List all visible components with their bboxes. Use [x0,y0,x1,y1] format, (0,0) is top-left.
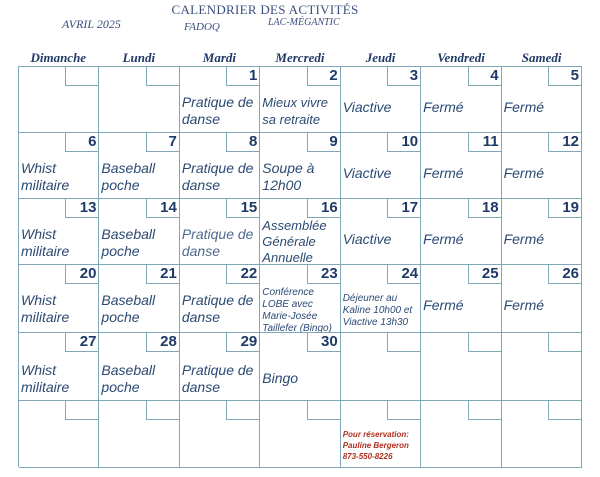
calendar-cell [421,67,501,133]
day-number: 20 [65,265,98,284]
reservation-note [343,429,409,462]
day-number: 11 [468,133,501,152]
calendar-cell [99,401,179,468]
calendar-cell [502,333,582,401]
day-number: 7 [146,133,179,152]
activity-text: Viactive [342,165,392,181]
calendar-cell [421,265,501,333]
day-number: 21 [146,265,179,284]
calendar-cell [19,133,99,199]
day-number: 28 [146,333,179,352]
weekday-monday: Lundi [122,50,156,65]
day-number: 18 [468,199,501,218]
weekday-saturday: Samedi [521,50,562,65]
calendar-cell [341,199,421,265]
day-number [387,333,420,352]
day-number: 4 [468,67,501,86]
day-number: 15 [226,199,259,218]
calendar-cell [341,333,421,401]
calendar-cell [502,401,582,468]
calendar-cell [99,133,179,199]
calendar-cell [19,333,99,401]
activity-text: Conférence LOBE avec Marie-Josée Taillefer (Bingo) [262,287,332,333]
day-number [307,401,340,420]
calendar-cell [180,401,260,468]
calendar-cell [260,401,340,468]
calendar-cell [421,401,501,468]
activity-text: Pratique de danse [181,226,254,259]
reservation-contact-name: Pauline Bergeron [342,441,409,450]
calendar-month: AVRIL 2025 [62,17,121,31]
day-number: 22 [226,265,259,284]
calendar-cell [180,333,260,401]
day-number [65,401,98,420]
day-number [468,401,501,420]
calendar-cell [502,67,582,133]
calendar-cell [260,133,340,199]
weekday-friday: Vendredi [437,50,485,65]
activity-text: Fermé [503,99,545,115]
day-number: 1 [226,67,259,86]
weekday-tuesday: Mardi [202,50,237,65]
calendar-cell [19,265,99,333]
day-number: 13 [65,199,98,218]
activity-text: Déjeuner au Kaline 10h00 et Viactive 13h30 [342,293,413,328]
calendar-cell [421,133,501,199]
day-number [548,333,581,352]
activity-text: Fermé [423,165,464,181]
day-number: 10 [387,133,420,152]
calendar-cell [260,67,340,133]
calendar-grid [18,66,582,467]
activity-text: Fermé [503,297,545,313]
reservation-phone: 873-550-8226 [342,452,393,461]
calendar-cell [99,265,179,333]
day-number: 14 [146,199,179,218]
activity-text: Pratique de danse [181,160,254,193]
calendar-cell [341,265,421,333]
calendar-cell [99,333,179,401]
calendar-cell [502,199,582,265]
day-number: 17 [387,199,420,218]
day-number: 26 [548,265,581,284]
calendar-cell [180,199,260,265]
reservation-label: Pour réservation: [342,430,409,439]
day-number: 23 [307,265,340,284]
day-number: 3 [387,67,420,86]
calendar-title: CALENDRIER DES ACTIVITÉS [171,2,359,17]
calendar-cell [421,199,501,265]
activity-text: Whist militaire [21,362,70,395]
weekday-header-row [18,50,582,66]
day-number: 2 [307,67,340,86]
activity-text: Viactive [342,99,392,115]
day-number: 8 [226,133,259,152]
day-number [468,333,501,352]
day-number: 12 [548,133,581,152]
activity-text: Baseball poche [101,160,156,193]
activity-text: Fermé [423,99,464,115]
activity-text: Fermé [423,231,464,247]
calendar-cell [341,133,421,199]
calendar-cell [180,133,260,199]
day-number: 30 [307,333,340,352]
calendar-cell [19,67,99,133]
calendar-cell [260,199,340,265]
weekday-wednesday: Mercredi [275,50,325,65]
day-number: 9 [307,133,340,152]
calendar-cell [260,265,340,333]
organization-name: FADOQ [184,21,220,33]
location-name: LAC-MÉGANTIC [268,17,340,28]
activity-text: Bingo [262,370,299,386]
day-number: 16 [307,199,340,218]
calendar-cell [260,333,340,401]
day-number [146,67,179,86]
activity-text: Whist militaire [21,160,70,193]
day-number [548,401,581,420]
day-number: 6 [65,133,98,152]
activity-text: Whist militaire [21,226,70,259]
calendar-cell [502,133,582,199]
activity-text: Pratique de danse [181,362,254,395]
weekday-thursday: Jeudi [365,50,396,65]
day-number: 29 [226,333,259,352]
activity-text: Mieux vivre sa retraite [262,95,329,127]
calendar-cell [99,67,179,133]
calendar-cell [341,401,421,468]
activity-text: Soupe à 12h00 [262,160,315,193]
calendar-cell [19,401,99,468]
day-number [146,401,179,420]
activity-text: Assemblée Générale Annuelle [262,218,327,265]
day-number: 27 [65,333,98,352]
day-number [65,67,98,86]
day-number [387,401,420,420]
activity-text: Pratique de danse [181,94,254,127]
calendar-cell [502,265,582,333]
calendar-cell [421,333,501,401]
calendar-cell [19,199,99,265]
activity-text: Baseball poche [101,362,156,395]
day-number [226,401,259,420]
activity-text: Fermé [503,165,545,181]
calendar-cell [180,265,260,333]
activity-text: Baseball poche [101,226,156,259]
activity-text: Viactive [342,231,392,247]
calendar-cell [99,199,179,265]
calendar-cell [180,67,260,133]
activity-text: Fermé [423,297,464,313]
calendar-cell [341,67,421,133]
activity-text: Whist militaire [21,292,70,325]
activity-text: Baseball poche [101,292,156,325]
day-number: 24 [387,265,420,284]
day-number: 25 [468,265,501,284]
activity-text: Pratique de danse [181,292,254,325]
day-number: 5 [548,67,581,86]
activity-text: Fermé [503,231,545,247]
day-number: 19 [548,199,581,218]
weekday-sunday: Dimanche [30,50,87,65]
